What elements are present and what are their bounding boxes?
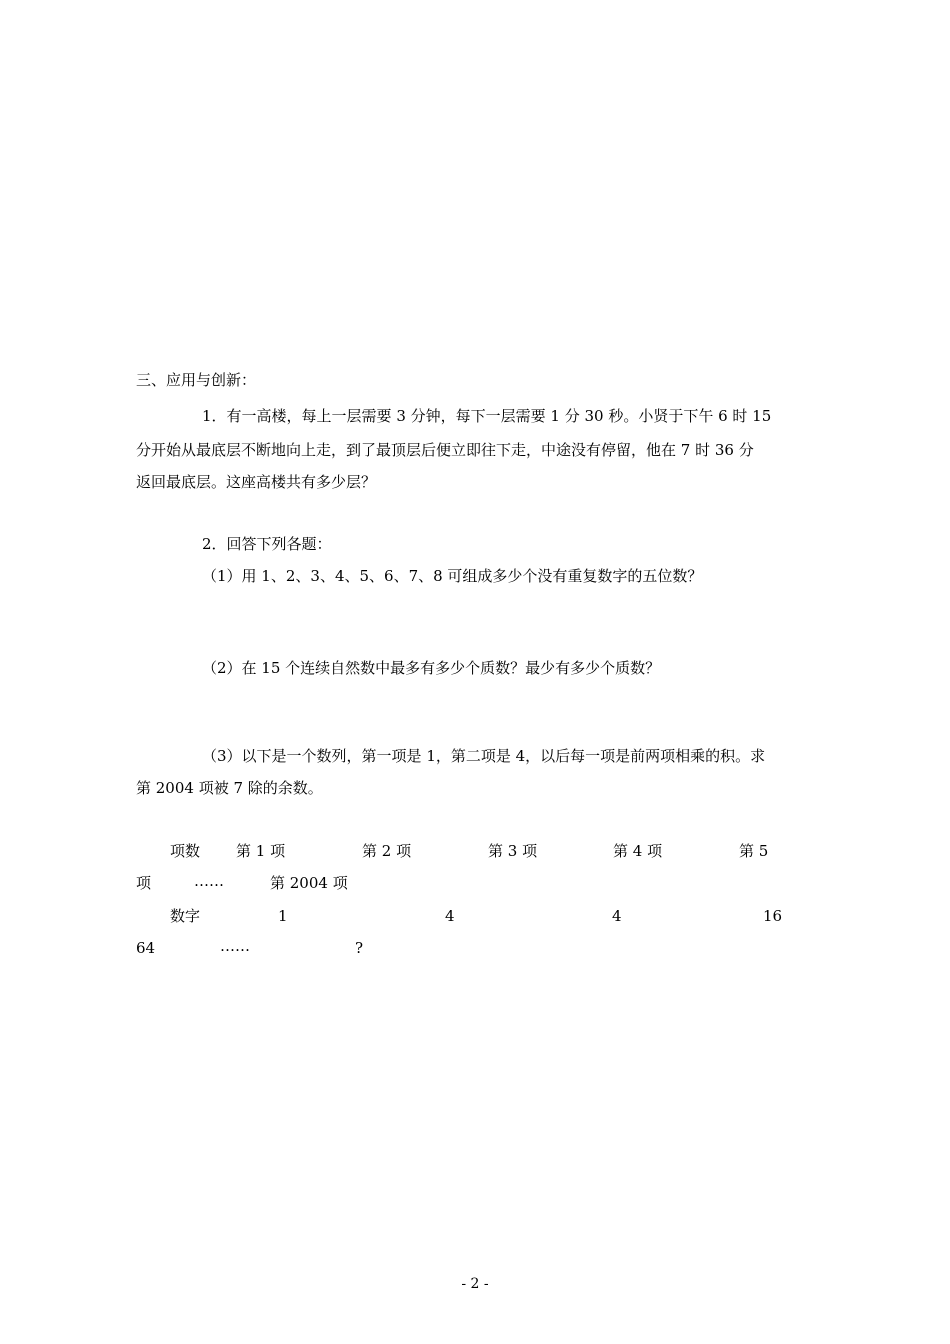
term-value: 1	[278, 907, 288, 925]
ellipsis: ……	[194, 872, 224, 890]
row-header-values: 数字	[170, 907, 201, 925]
question-2-part-2: （2）在 15 个连续自然数中最多有多少个质数？最少有多少个质数？	[202, 659, 661, 677]
term-label-last: 第 2004 项	[270, 874, 348, 892]
term-label: 第 4 项	[613, 842, 663, 860]
term-label: 第 1 项	[236, 842, 286, 860]
question-2-title: 2．回答下列各题：	[202, 535, 332, 553]
term-label: 第 3 项	[488, 842, 538, 860]
term-label: 第 2 项	[362, 842, 412, 860]
ellipsis: ……	[220, 937, 250, 955]
question-2-part-3-line-1: （3）以下是一个数列，第一项是 1，第二项是 4，以后每一项是前两项相乘的积。求	[202, 747, 766, 765]
question-1-line-3: 返回最底层。这座高楼共有多少层？	[136, 473, 377, 491]
question-2-part-3-line-2: 第 2004 项被 7 除的余数。	[136, 779, 323, 797]
term-value-last: ?	[355, 939, 364, 957]
term-value: 4	[612, 907, 622, 925]
term-value: 16	[763, 907, 783, 925]
term-value-wrap: 64	[136, 939, 156, 957]
term-value: 4	[445, 907, 455, 925]
question-2-part-1: （1）用 1、2、3、4、5、6、7、8 可组成多少个没有重复数字的五位数？	[202, 567, 703, 585]
term-label-wrap: 项	[136, 874, 152, 892]
row-header-terms: 项数	[170, 842, 201, 860]
term-label: 第 5	[739, 842, 769, 860]
question-1-line-1: 1．有一高楼，每上一层需要 3 分钟，每下一层需要 1 分 30 秒。小贤于下午 6 时 15	[202, 407, 772, 425]
section-heading: 三、应用与创新：	[136, 371, 257, 389]
question-1-line-2: 分开始从最底层不断地向上走，到了最顶层后便立即往下走，中途没有停留，他在 7 时 36 分	[136, 441, 754, 459]
page-number: - 2 -	[461, 1276, 489, 1292]
